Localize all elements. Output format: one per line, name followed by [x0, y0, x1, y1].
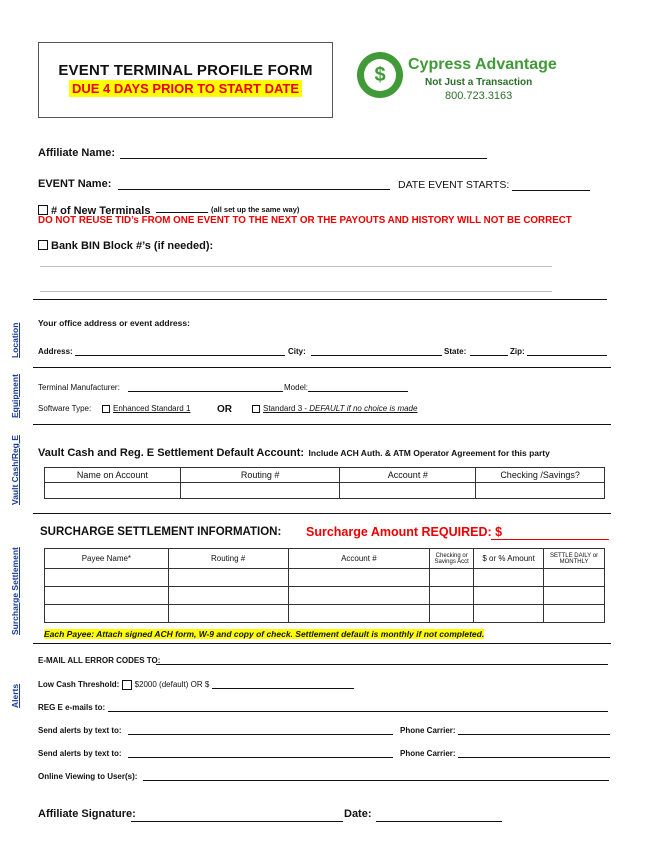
surcharge-col-amount: $ or % Amount — [474, 549, 544, 569]
section-divider — [33, 424, 611, 425]
bin-checkbox[interactable] — [38, 240, 48, 250]
low-cash-default: $2000 (default) OR $ — [134, 680, 210, 690]
surcharge-cell[interactable] — [430, 605, 474, 623]
section-divider — [33, 299, 607, 300]
enhanced-standard-label: Enhanced Standard 1 — [113, 404, 191, 413]
standard-3-default: DEFAULT if no choice is made — [309, 404, 418, 413]
side-label-alerts: Alerts — [10, 683, 20, 708]
side-label-surcharge: Surcharge Settlement — [10, 547, 20, 635]
model-label: Model: — [284, 383, 309, 392]
section-divider — [33, 513, 611, 514]
dollar-icon: $ — [374, 64, 386, 86]
date-starts-field[interactable] — [512, 190, 590, 191]
form-title-box — [38, 42, 333, 118]
signature-label: Affiliate Signature: — [38, 808, 136, 820]
software-label: Software Type: — [38, 404, 92, 413]
vault-col-account: Account # — [340, 468, 476, 483]
city-label: City: — [288, 347, 306, 356]
date-field[interactable] — [376, 821, 502, 822]
model-field[interactable] — [308, 391, 408, 392]
brand-tagline: Not Just a Transaction — [425, 77, 533, 88]
manufacturer-label: Terminal Manufacturer: — [38, 383, 120, 392]
surcharge-col-account: Account # — [288, 549, 430, 569]
address-field[interactable] — [75, 355, 285, 356]
vault-heading-row — [38, 443, 550, 461]
surcharge-cell[interactable] — [45, 587, 169, 605]
surcharge-cell[interactable] — [168, 569, 288, 587]
affiliate-name-field[interactable] — [120, 158, 487, 159]
surcharge-cell[interactable] — [474, 569, 544, 587]
surcharge-cell[interactable] — [288, 587, 430, 605]
vault-col-name: Name on Account — [45, 468, 181, 483]
surcharge-amount-label: Surcharge Amount REQUIRED: $ — [306, 525, 503, 539]
due-notice: DUE 4 DAYS PRIOR TO START DATE — [69, 80, 302, 97]
terminals-checkbox[interactable] — [38, 205, 48, 215]
vault-cell[interactable] — [340, 483, 476, 499]
surcharge-cell[interactable] — [168, 587, 288, 605]
zip-field[interactable] — [527, 355, 607, 356]
text-alerts-field-2[interactable] — [128, 757, 393, 758]
surcharge-heading: SURCHARGE SETTLEMENT INFORMATION: — [40, 526, 282, 538]
error-codes-field[interactable] — [156, 664, 608, 665]
standard-3-checkbox[interactable] — [252, 405, 260, 413]
manufacturer-field[interactable] — [128, 391, 283, 392]
terminals-note: (all set up the same way) — [211, 205, 300, 214]
surcharge-col-payee: Payee Name* — [45, 549, 169, 569]
text-alerts-field-1[interactable] — [128, 734, 393, 735]
tid-warning: DO NOT REUSE TID’s FROM ONE EVENT TO THE NEXT OR THE PAYOUTS AND HISTORY WILL NOT BE CORRECT — [38, 215, 572, 226]
rege-emails-field[interactable] — [108, 711, 608, 712]
rege-emails-label: REG E e-mails to: — [38, 703, 106, 712]
surcharge-note-row — [44, 624, 608, 638]
surcharge-cell[interactable] — [430, 569, 474, 587]
surcharge-col-type: Checking or Savings Acct — [430, 549, 474, 569]
brand-name: Cypress Advantage — [408, 56, 557, 73]
phone-carrier-label-2: Phone Carrier: — [400, 749, 456, 758]
low-cash-field[interactable] — [212, 688, 354, 689]
vault-table — [44, 467, 605, 499]
terminals-label: # of New Terminals — [51, 205, 151, 217]
signature-field[interactable] — [131, 821, 343, 822]
event-name-label: EVENT Name: — [38, 178, 112, 190]
affiliate-name-label: Affiliate Name: — [38, 147, 116, 159]
city-field[interactable] — [311, 355, 442, 356]
surcharge-cell[interactable] — [544, 605, 605, 623]
vault-cell[interactable] — [180, 483, 340, 499]
surcharge-table — [44, 548, 605, 623]
text-alerts-label-2: Send alerts by text to: — [38, 749, 122, 758]
side-label-vault: Vault Cash/Reg E — [10, 435, 20, 505]
bin-line-1[interactable] — [40, 266, 552, 267]
surcharge-cell[interactable] — [474, 605, 544, 623]
online-viewing-field[interactable] — [143, 780, 609, 781]
surcharge-cell[interactable] — [474, 587, 544, 605]
vault-col-type: Checking /Savings? — [476, 468, 605, 483]
standard-3-label: Standard 3 - — [263, 404, 308, 413]
low-cash-row — [38, 680, 209, 690]
error-codes-label: E-MAIL ALL ERROR CODES TO: — [38, 656, 161, 665]
surcharge-note: Each Payee: Attach signed ACH form, W-9 and copy of check. Settlement default is monthly if not completed. — [44, 629, 485, 639]
vault-heading: Vault Cash and Reg. E Settlement Default Account: — [38, 447, 305, 459]
surcharge-cell[interactable] — [45, 605, 169, 623]
enhanced-standard-checkbox[interactable] — [102, 405, 110, 413]
side-label-equipment: Equipment — [10, 374, 20, 418]
side-label-location: Location — [10, 322, 20, 358]
software-option-1[interactable] — [102, 404, 190, 413]
surcharge-cell[interactable] — [45, 569, 169, 587]
zip-label: Zip: — [510, 347, 525, 356]
state-field[interactable] — [470, 355, 508, 356]
cypress-logo-icon — [357, 52, 403, 98]
surcharge-cell[interactable] — [430, 587, 474, 605]
brand-phone: 800.723.3163 — [445, 90, 513, 102]
bin-label: Bank BIN Block #’s (if needed): — [51, 240, 214, 252]
event-name-field[interactable] — [118, 189, 390, 190]
section-divider — [33, 367, 611, 368]
terminals-count-field[interactable] — [156, 212, 208, 213]
low-cash-checkbox[interactable] — [122, 680, 132, 690]
surcharge-cell[interactable] — [544, 587, 605, 605]
date-starts-label: DATE EVENT STARTS: — [398, 179, 510, 191]
surcharge-amount-field[interactable] — [491, 539, 609, 540]
vault-cell[interactable] — [476, 483, 605, 499]
online-viewing-label: Online Viewing to User(s): — [38, 772, 138, 781]
low-cash-label: Low Cash Threshold: — [38, 680, 120, 690]
surcharge-cell[interactable] — [168, 605, 288, 623]
software-or: OR — [217, 404, 232, 415]
phone-carrier-field-2[interactable] — [458, 757, 610, 758]
vault-note: Include ACH Auth. & ATM Operator Agreement for this party — [308, 448, 550, 458]
location-heading: Your office address or event address: — [38, 318, 190, 328]
surcharge-col-settle: SETTLE DAILY or MONTHLY — [544, 549, 605, 569]
software-option-3[interactable] — [252, 404, 417, 413]
state-label: State: — [444, 347, 467, 356]
phone-carrier-label-1: Phone Carrier: — [400, 726, 456, 735]
bin-row — [38, 236, 213, 254]
surcharge-cell[interactable] — [288, 569, 430, 587]
surcharge-cell[interactable] — [544, 569, 605, 587]
vault-col-routing: Routing # — [180, 468, 340, 483]
section-divider — [33, 643, 611, 644]
address-label: Address: — [38, 347, 73, 356]
vault-cell[interactable] — [45, 483, 181, 499]
form-title: EVENT TERMINAL PROFILE FORM — [58, 62, 313, 79]
bin-line-2[interactable] — [40, 291, 552, 292]
text-alerts-label-1: Send alerts by text to: — [38, 726, 122, 735]
surcharge-col-routing: Routing # — [168, 549, 288, 569]
surcharge-cell[interactable] — [288, 605, 430, 623]
date-label: Date: — [344, 808, 372, 820]
phone-carrier-field-1[interactable] — [458, 734, 610, 735]
